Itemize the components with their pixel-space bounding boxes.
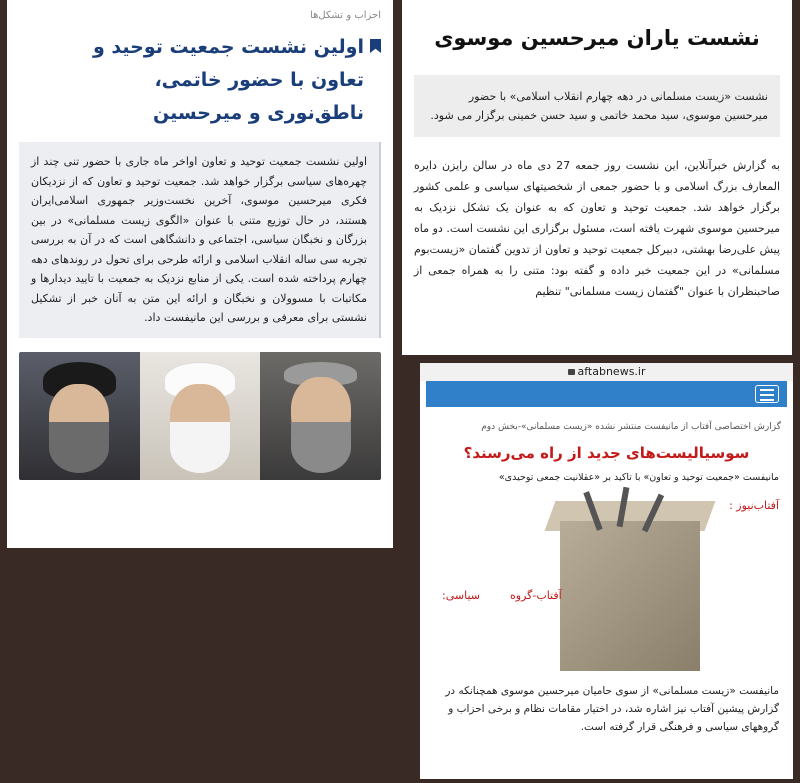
article-image <box>420 491 793 676</box>
lock-icon <box>568 369 575 375</box>
article-subtitle: مانیفست «جمعیت توحید و تعاون» با تاکید بر «عقلانیت جمعی توحیدی» <box>498 472 779 483</box>
source-label: آفتاب‌نیوز : <box>729 499 779 512</box>
breadcrumb[interactable]: احزاب و تشکل‌ها <box>310 10 381 21</box>
portrait-left <box>19 352 140 480</box>
portrait-right <box>260 352 381 480</box>
article-title: سوسیالیست‌های جدید از راه می‌رسند؟ <box>463 444 750 462</box>
article-panel-2 <box>402 0 792 355</box>
article-panel-3 <box>420 363 793 779</box>
podium-icon <box>560 521 700 671</box>
hamburger-menu-icon[interactable] <box>755 385 779 403</box>
section-label: سیاسی: <box>442 589 480 602</box>
url-bar[interactable] <box>420 363 793 381</box>
article-kicker: گزارش اختصاصی آفتاب از مانیفست منتشر نشده «زیست مسلمانی»-بخش دوم <box>481 422 781 432</box>
article-body: به گزارش خبرآنلاین، این نشست روز جمعه 27 دی ماه در سالن رایزن دایره المعارف بزرگ اسلامی و با حضور جمعی از شخصیتهای سیاسی و علمی کشور برگزار خواهد شد. جمعیت توحید و تعاون که به عنوان یک تشکل نزدیک به میرحسین موسوی شهرت یافته است، مسئول برگزاری این نشست است. دو ماه پیش علی‌رضا بهشتی، دبیرکل جمعیت توحید و تعاون از تدوین گفتمان «زیست‌بوم مسلمانی» در این جمعیت خبر داده و گفته بود: متنی را به همراه جمعی از صاحبنظران با عنوان "گفتمان زیست مسلمانی" تنظیم <box>414 159 780 298</box>
bookmark-icon <box>370 39 381 53</box>
site-navbar <box>426 381 787 407</box>
article-title: نشست یاران میرحسین موسوی <box>434 26 760 50</box>
article-photo <box>19 352 381 480</box>
url-text: aftabnews.ir <box>577 365 646 378</box>
portrait-center <box>140 352 261 480</box>
article-title: اولین نشست جمعیت توحید و تعاون با حضور خاتمی، ناطق‌نوری و میرحسین <box>93 36 364 124</box>
article-panel-1 <box>7 0 393 548</box>
article-body: مانیفست «زیست مسلمانی» از سوی حامیان میرحسین موسوی همچنانکه در گزارش پیشین آفتاب نیز اشاره شد، در اختیار مقامات نظام و برخی احزاب و گروههای سیاسی و فرهنگی قرار گرفته است. <box>445 685 779 733</box>
group-label: آفتاب-گروه <box>510 589 562 602</box>
article-body: اولین نشست جمعیت توحید و تعاون اواخر ماه جاری با حضور تنی چند از چهره‌های سیاسی برگزار خواهد شد. جمعیت توحید و تعاون که از نزدیکان فکری میرحسین موسوی، آخرین نخست‌وزیر جمهوری اسلامی‌ایران هستند، در حال توزیع متنی با عنوان «الگوی زیست مسلمانی» در بین بزرگان و نخبگان سیاسی، اجتماعی و دانشگاهی است که در آن به بررسی تجربه سی ساله انقلاب اسلامی و ارائه طرحی برای تحول در روندهای دهه چهارم پرداخته شده است. یکی از منابع نزدیک به جمعیت با تایید دیدارها و مکاتبات با مسوولان و نخبگان و ارائه این متن به آنان خبر از تشکیل نشستی برای معرفی و بررسی این مانیفست داد. <box>19 142 381 338</box>
article-lead: نشست «زیست مسلمانی در دهه چهارم انقلاب اسلامی» با حضور میرحسین موسوی، سید محمد خاتمی و سید حسن خمینی برگزار می شود. <box>414 75 780 137</box>
